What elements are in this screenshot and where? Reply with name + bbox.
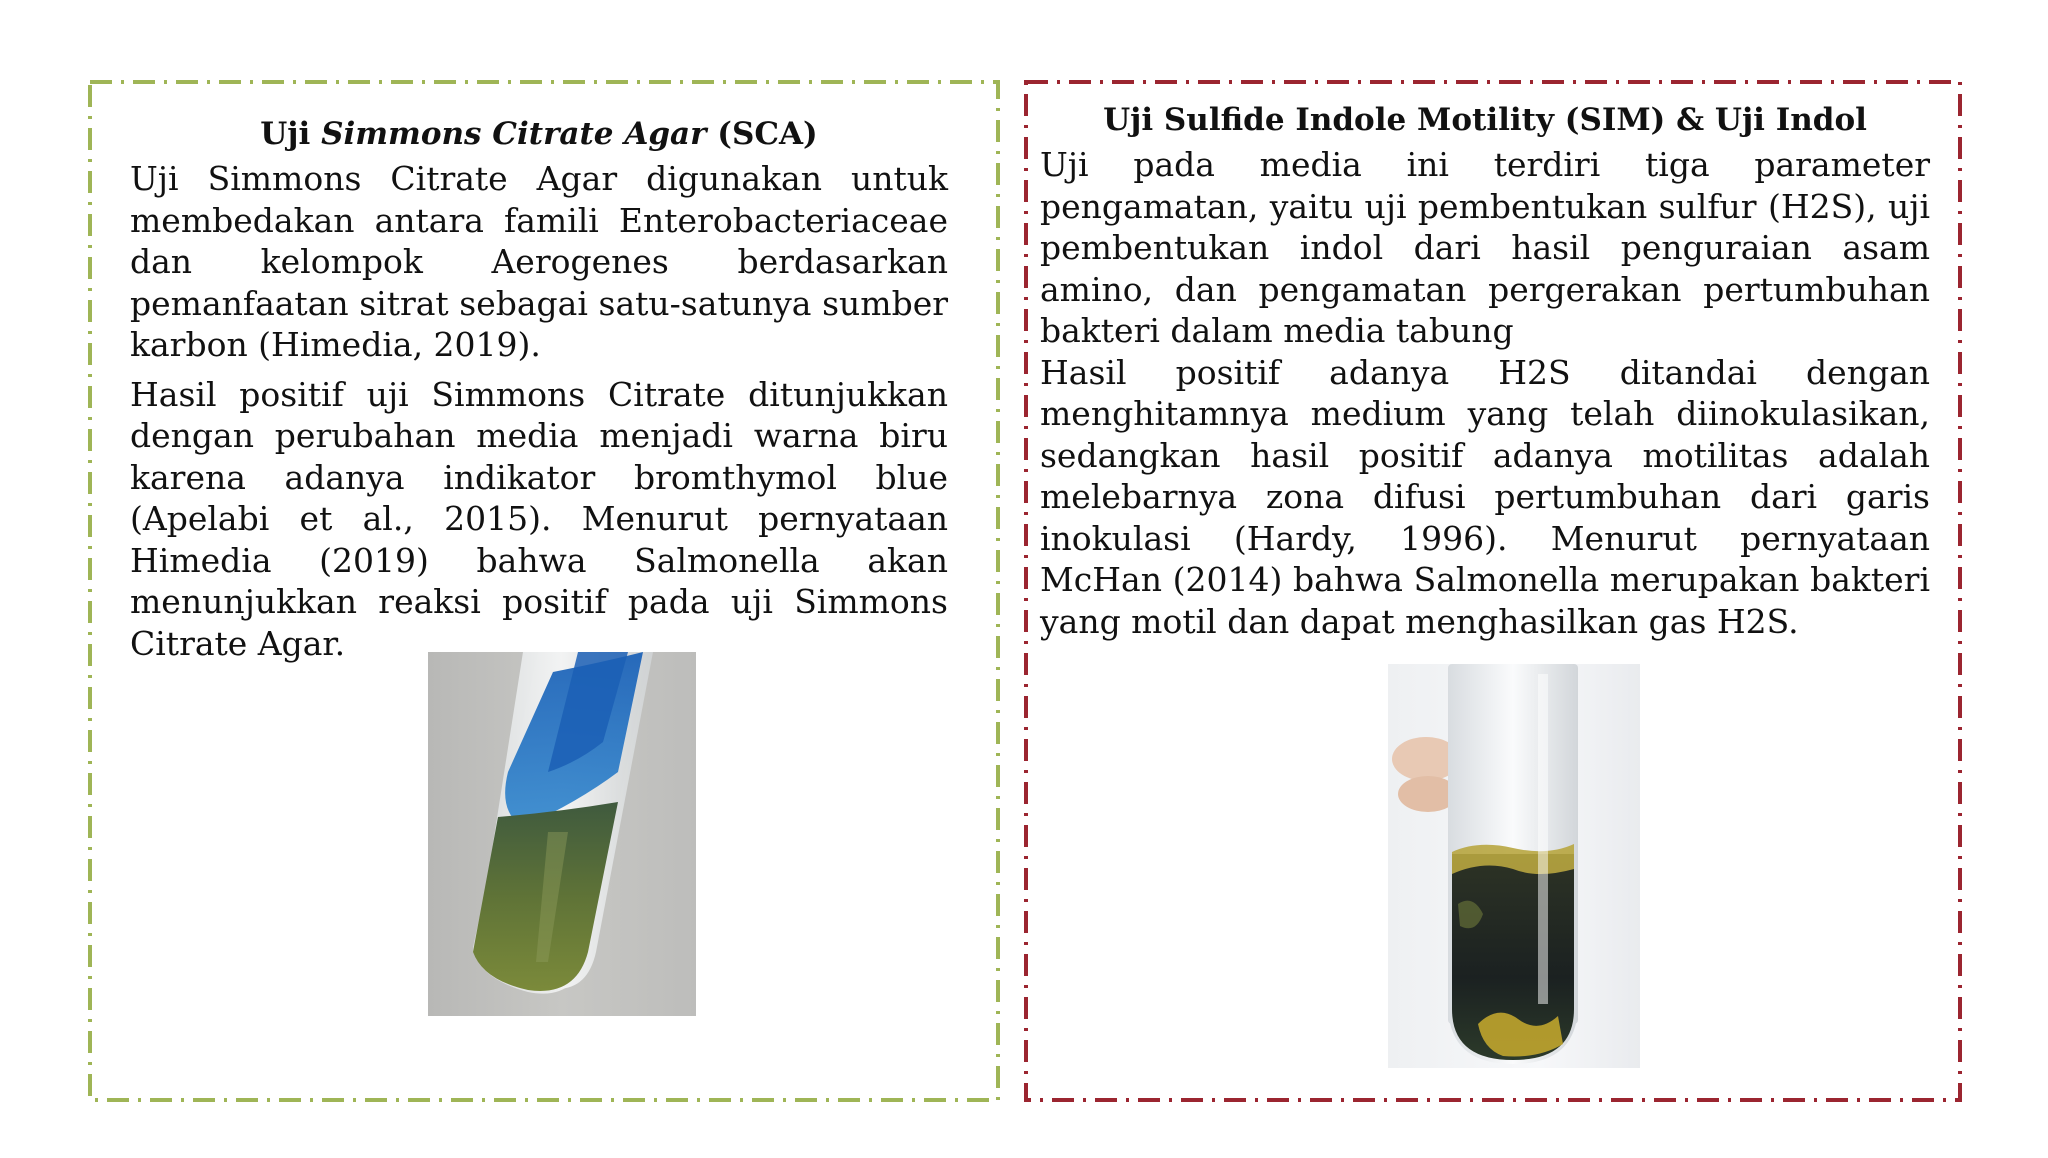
sca-title-italic: Simmons Citrate Agar [321, 116, 707, 152]
sim-panel [1024, 80, 1962, 1102]
test-tube-black-medium-photo [1388, 664, 1640, 1068]
test-tube-blue-green-photo [428, 652, 696, 1016]
sca-paragraph-1: Uji Simmons Citrate Agar digunakan untuk membedakan antara famili Enterobacteriaceae dan kelompok Aerogenes berdasarkan pemanfaatan sitrat sebagai satu-satunya sumber karbon (Himedia, 2019). [130, 159, 948, 365]
sca-title-prefix: Uji [260, 116, 322, 152]
sca-paragraph-2: Hasil positif uji Simmons Citrate ditunjukkan dengan perubahan media menjadi warna biru karena adanya indikator bromthymol blue (Apelabi et al., 2015). Menurut pernyataan Himedia (2019) bahwa Salmonella akan menunjukkan reaksi positif pada uji Simmons Citrate Agar. [130, 374, 948, 663]
sca-content [130, 114, 948, 672]
sim-paragraph-1: Uji pada media ini terdiri tiga parameter pengamatan, yaitu uji pembentukan sulfur (H2S), uji pembentukan indol dari hasil penguraian asam amino, dan pengamatan pergerakan pertumbuhan bakteri dalam media tabung [1040, 145, 1930, 351]
sca-title-suffix: (SCA) [706, 116, 818, 152]
sca-title [130, 114, 948, 154]
sim-paragraph-2: Hasil positif adanya H2S ditandai dengan menghitamnya medium yang telah diinokulasikan, sedangkan hasil positif adanya motilitas adalah melebarnya zona difusi pertumbuhan dari garis inokulasi (Hardy, 1996). Menurut pernyataan McHan (2014) bahwa Salmonella merupakan bakteri yang motil dan dapat menghasilkan gas H2S. [1040, 352, 1930, 641]
sca-panel [88, 80, 1000, 1102]
sim-content [1040, 100, 1930, 642]
sim-title: Uji Sulfide Indole Motility (SIM) & Uji Indol [1103, 102, 1867, 138]
